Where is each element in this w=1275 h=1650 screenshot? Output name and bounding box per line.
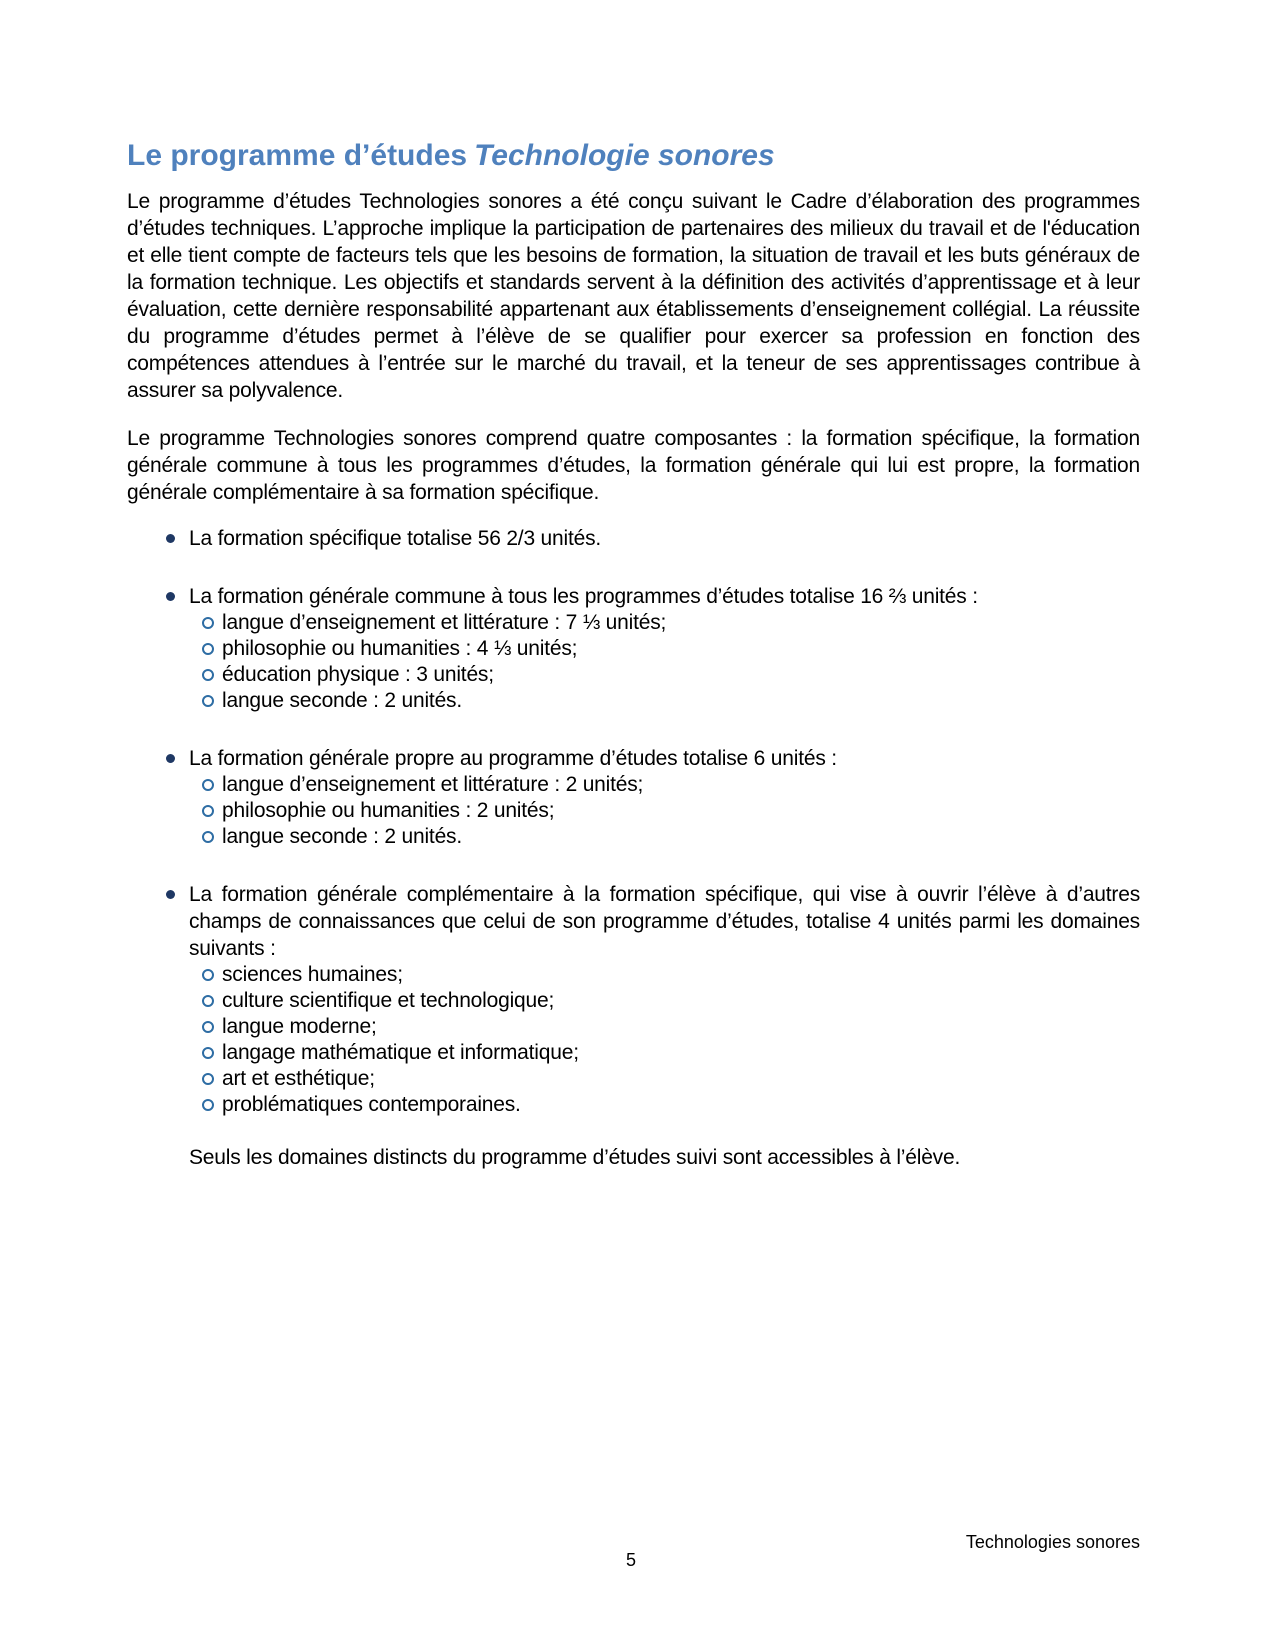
sublist-item (189, 1040, 1140, 1066)
components-paragraph: Le programme Technologies sonores comprend quatre composantes : la formation spécifique, la formation générale commune à tous les programmes d’études, la formation générale qui lui est propre, la formation générale complémentaire à sa formation spécifique. (127, 427, 1140, 504)
sublist-item-text: philosophie ou humanities : 4 ⅓ unités; (222, 637, 578, 660)
sublist-item-text: philosophie ou humanities : 2 unités; (222, 799, 555, 822)
list-item-formation-generale-commune (127, 583, 1140, 714)
sublist-item-text: éducation physique : 3 unités; (222, 663, 494, 686)
list-item-text: La formation générale complémentaire à la formation spécifique, qui vise à ouvrir l’élève à d’autres champs de connaissances que celui de son programme d’études, totalise 4 unités parmi les domaines suivants : (189, 883, 1140, 960)
intro-paragraph: Le programme d’études Technologies sonores a été conçu suivant le Cadre d’élaboration des programmes d’études techniques. L’approche implique la participation de partenaires des milieux du travail et de l'éducation et elle tient compte de facteurs tels que les besoins de formation, la situation de travail et les buts généraux de la formation technique. Les objectifs et standards servent à la définition des activités d’apprentissage et à leur évaluation, cette dernière responsabilité appartenant aux établissements d’enseignement collégial. La réussite du programme d’études permet à l’élève de se qualifier pour exercer sa profession en fonction des compétences attendues à l’entrée sur le marché du travail, et la teneur de ses apprentissages contribue à assurer sa polyvalence. (127, 190, 1140, 402)
bullet-icon (166, 534, 175, 543)
bullet-icon (166, 754, 175, 763)
circle-bullet-icon (202, 995, 214, 1007)
sublist-item-text: langage mathématique et informatique; (222, 1041, 579, 1064)
circle-bullet-icon (202, 969, 214, 981)
circle-bullet-icon (202, 1073, 214, 1085)
sublist-item-text: langue d’enseignement et littérature : 2 unités; (222, 773, 644, 796)
sublist (189, 962, 1140, 1118)
sublist-item (189, 636, 1140, 662)
sublist-item-text: problématiques contemporaines. (222, 1093, 521, 1116)
footer-document-title: Technologies sonores (965, 1532, 1140, 1552)
sublist-item (189, 1066, 1140, 1092)
list-item-text: La formation générale commune à tous les programmes d’études totalise 16 ⅔ unités : (189, 585, 978, 608)
sublist-item (189, 962, 1140, 988)
sublist-item-text: sciences humaines; (222, 963, 403, 986)
sublist-item-text: culture scientifique et technologique; (222, 989, 555, 1012)
circle-bullet-icon (202, 805, 214, 817)
list-item-text: La formation générale propre au programme d’études totalise 6 unités : (189, 747, 837, 770)
sublist-item (189, 772, 1140, 798)
circle-bullet-icon (202, 779, 214, 791)
circle-bullet-icon (202, 1047, 214, 1059)
page-title (127, 138, 1140, 174)
circle-bullet-icon (202, 695, 214, 707)
sublist-item (189, 662, 1140, 688)
sublist-item (189, 988, 1140, 1014)
list-item-formation-generale-propre (127, 745, 1140, 850)
circle-bullet-icon (202, 1021, 214, 1033)
sublist (189, 772, 1140, 850)
components-list (127, 525, 1140, 1118)
sublist-item (189, 824, 1140, 850)
sublist-item-text: langue seconde : 2 unités. (222, 825, 462, 848)
circle-bullet-icon (202, 643, 214, 655)
circle-bullet-icon (202, 831, 214, 843)
sublist-item (189, 1092, 1140, 1118)
circle-bullet-icon (202, 617, 214, 629)
page-content (127, 138, 1140, 1171)
sublist (189, 610, 1140, 714)
list-item-formation-specifique (127, 525, 1140, 552)
bullet-icon (166, 890, 175, 899)
circle-bullet-icon (202, 1099, 214, 1111)
sublist-item-text: langue moderne; (222, 1015, 377, 1038)
page-title-prefix: Le programme d’études (127, 139, 468, 172)
sublist-item (189, 688, 1140, 714)
sublist-item-text: langue seconde : 2 unités. (222, 689, 462, 712)
page-number: 5 (626, 1550, 637, 1570)
sublist-item (189, 798, 1140, 824)
circle-bullet-icon (202, 669, 214, 681)
sublist-item (189, 610, 1140, 636)
sublist-item-text: art et esthétique; (222, 1067, 375, 1090)
bullet-icon (166, 592, 175, 601)
list-item-formation-complementaire (127, 881, 1140, 1118)
page-title-program-name: Technologie sonores (474, 139, 775, 172)
closing-note: Seuls les domaines distincts du programme d’études suivi sont accessibles à l’élève. (189, 1146, 961, 1169)
sublist-item (189, 1014, 1140, 1040)
list-item-text: La formation spécifique totalise 56 2/3 unités. (189, 527, 602, 550)
sublist-item-text: langue d’enseignement et littérature : 7 ⅓ unités; (222, 611, 667, 634)
